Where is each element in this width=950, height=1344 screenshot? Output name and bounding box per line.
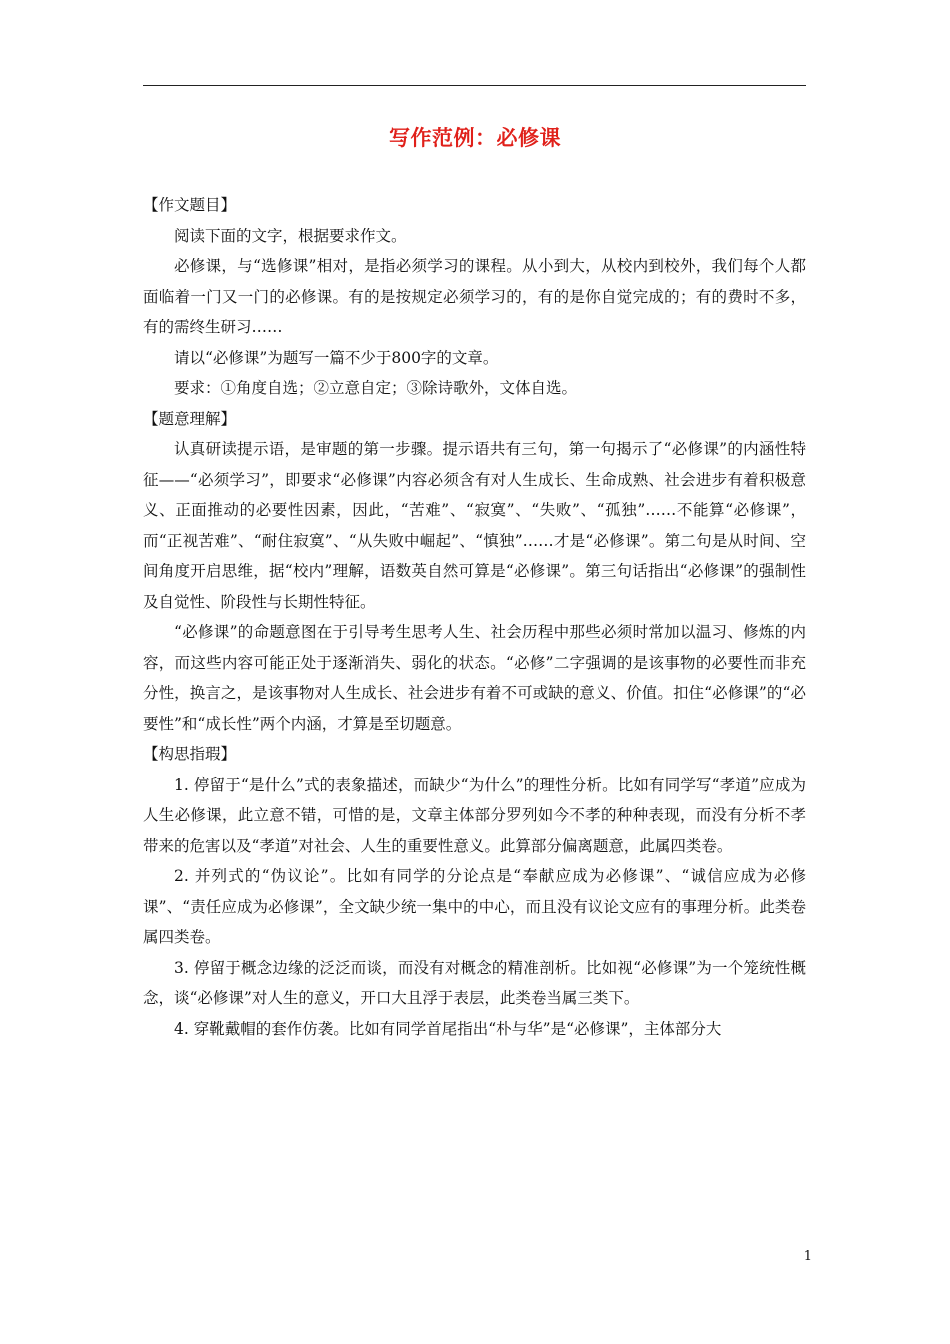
section-heading-topic: 【作文题目】 <box>143 196 237 214</box>
paragraph: 必修课，与“选修课”相对，是指必须学习的课程。从小到大，从校内到校外，我们每个人都面临着一门又一门的必修课。有的是按规定必须学习的，有的是你自觉完成的；有的费时不多，有的需终生研习…… <box>143 257 806 336</box>
header-rule <box>143 85 806 86</box>
paragraph: 阅读下面的文字，根据要求作文。 <box>174 226 407 245</box>
section-heading-understanding: 【题意理解】 <box>143 409 237 428</box>
section-heading-flaws: 【构思指瑕】 <box>143 745 237 763</box>
document-body <box>143 190 806 1044</box>
page-number: 1 <box>803 1249 812 1264</box>
paragraph: “必修课”的命题意图在于引导考生思考人生、社会历程中那些必须时常加以温习、修炼的内容，而这些内容可能正处于逐渐消失、弱化的状态。“必修”二字强调的是该事物的必要性而非充分性，换言之，是该事物对人生成长、社会进步有着不可或缺的意义、价值。扣住“必修课”的“必要性”和“成长性”两个内涵，才算是至切题意。 <box>143 623 806 733</box>
paragraph: 要求：①角度自选；②立意自定；③除诗歌外，文体自选。 <box>174 379 578 397</box>
list-item: 4. 穿靴戴帽的套作仿袭。比如有同学首尾指出“朴与华”是“必修课”，主体部分大 <box>174 1019 722 1038</box>
list-item: 2. 并列式的“伪议论”。比如有同学的分论点是“奉献应成为必修课”、“诚信应成为必修课”、“责任应成为必修课”，全文缺少统一集中的中心，而且没有议论文应有的事理分析。此类卷属四类卷。 <box>143 867 806 946</box>
page-title: 写作范例：必修课 <box>389 126 561 150</box>
paragraph: 认真研读提示语，是审题的第一步骤。提示语共有三句，第一句揭示了“必修课”的内涵性特征——“必须学习”，即要求“必修课”内容必须含有对人生成长、生命成熟、社会进步有着积极意义、正面推动的必要性因素，因此，“苦难”、“寂寞”、“失败”、“孤独”……不能算“必修课”，而“正视苦难”、“耐住寂寞”、“从失败中崛起”、“慎独”……才是“必修课”。第二句是从时间、空间角度开启思维，据“校内”理解，语数英自然可算是“必修课”。第三句话指出“必修课”的强制性及自觉性、阶段性与长期性特征。 <box>143 440 806 611</box>
paragraph: 请以“必修课”为题写一篇不少于800字的文章。 <box>174 348 499 367</box>
list-item: 3. 停留于概念边缘的泛泛而谈，而没有对概念的精准剖析。比如视“必修课”为一个笼统性概念，谈“必修课”对人生的意义，开口大且浮于表层，此类卷当属三类下。 <box>143 958 806 1007</box>
list-item: 1. 停留于“是什么”式的表象描述，而缺少“为什么”的理性分析。比如有同学写“孝道”应成为人生必修课，此立意不错，可惜的是，文章主体部分罗列如今不孝的种种表现，而没有分析不孝带来的危害以及“孝道”对社会、人生的重要性意义。此算部分偏离题意，此属四类卷。 <box>143 775 806 855</box>
